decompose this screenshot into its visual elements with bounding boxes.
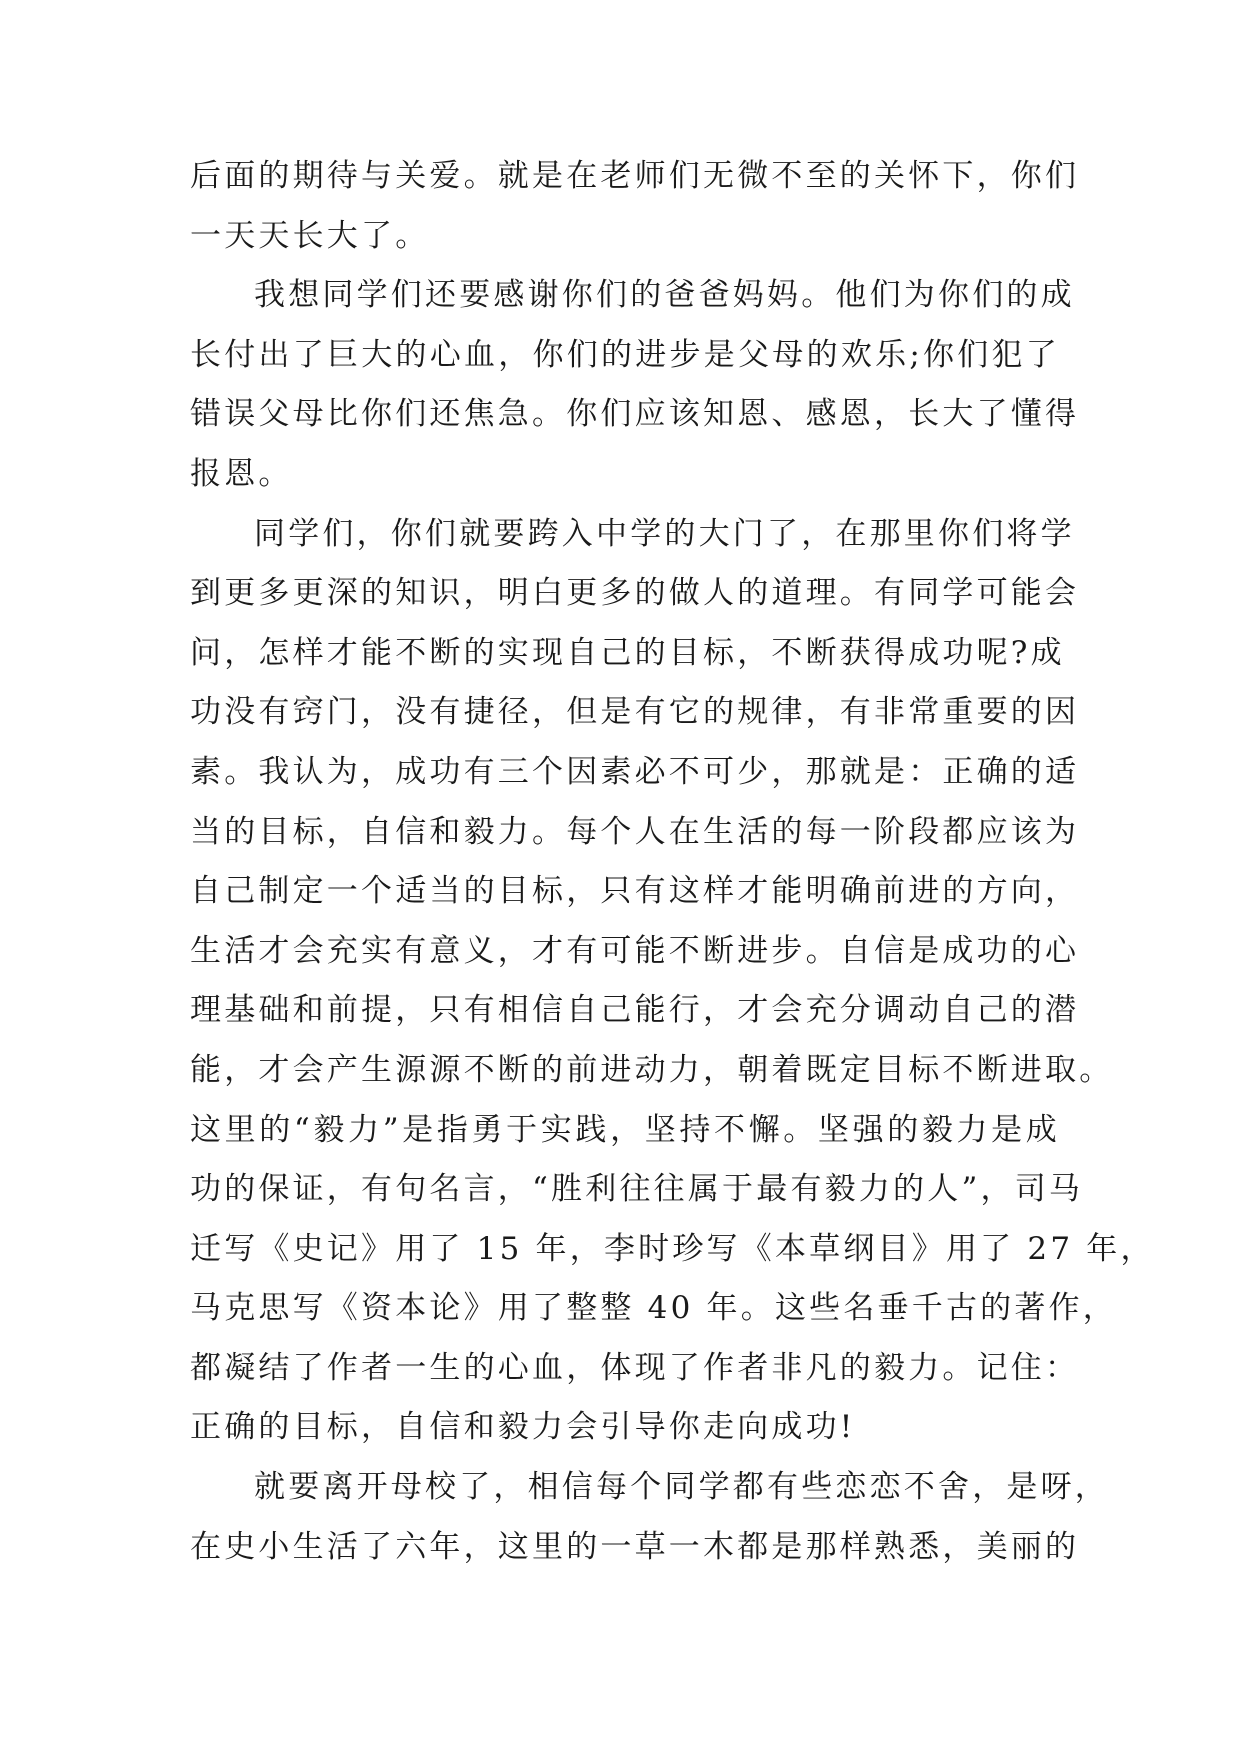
body-text bbox=[190, 147, 1155, 1577]
text-line: 长付出了巨大的心血，你们的进步是父母的欢乐;你们犯了 bbox=[190, 336, 1060, 373]
text-line: 问，怎样才能不断的实现自己的目标，不断获得成功呢?成 bbox=[190, 634, 1065, 671]
paragraph-first-line: 同学们，你们就要跨入中学的大门了，在那里你们将学 bbox=[254, 515, 1075, 552]
text-line: 素。我认为，成功有三个因素必不可少，那就是：正确的适 bbox=[190, 753, 1080, 790]
text-line: 后面的期待与关爱。就是在老师们无微不至的关怀下，你们 bbox=[190, 158, 1080, 194]
text-line: 自己制定一个适当的目标，只有这样才能明确前进的方向， bbox=[190, 873, 1080, 910]
text-line: 在史小生活了六年，这里的一草一木都是那样熟悉，美丽的 bbox=[190, 1528, 1080, 1565]
text-line: 能，才会产生源源不断的前进动力，朝着既定目标不断进取。 bbox=[190, 1051, 1114, 1088]
text-line: 理基础和前提，只有相信自己能行，才会充分调动自己的潜 bbox=[190, 992, 1080, 1029]
paragraph-first-line: 我想同学们还要感谢你们的爸爸妈妈。他们为你们的成 bbox=[254, 277, 1075, 314]
text-line: 到更多更深的知识，明白更多的做人的道理。有同学可能会 bbox=[190, 575, 1080, 612]
text-line: 当的目标，自信和毅力。每个人在生活的每一阶段都应该为 bbox=[190, 813, 1080, 850]
text-line: 正确的目标，自信和毅力会引导你走向成功! bbox=[190, 1409, 856, 1446]
paragraph-first-line: 就要离开母校了，相信每个同学都有些恋恋不舍，是呀， bbox=[254, 1469, 1109, 1506]
text-line: 都凝结了作者一生的心血，体现了作者非凡的毅力。记住： bbox=[190, 1349, 1080, 1386]
text-line: 报恩。 bbox=[190, 455, 293, 492]
text-line: 一天天长大了。 bbox=[190, 217, 430, 254]
text-line: 功没有窍门，没有捷径，但是有它的规律，有非常重要的因 bbox=[190, 694, 1080, 731]
text-line: 迁写《史记》用了 15 年，李时珍写《本草纲目》用了 27 年， bbox=[190, 1230, 1155, 1267]
text-line: 功的保证，有句名言，“胜利往往属于最有毅力的人”，司马 bbox=[190, 1171, 1084, 1208]
text-line: 马克思写《资本论》用了整整 40 年。这些名垂千古的著作， bbox=[190, 1290, 1117, 1327]
text-line: 这里的“毅力”是指勇于实践，坚持不懈。坚强的毅力是成 bbox=[190, 1111, 1060, 1148]
text-line: 错误父母比你们还焦急。你们应该知恩、感恩，长大了懂得 bbox=[190, 396, 1080, 433]
text-line: 生活才会充实有意义，才有可能不断进步。自信是成功的心 bbox=[190, 932, 1080, 969]
